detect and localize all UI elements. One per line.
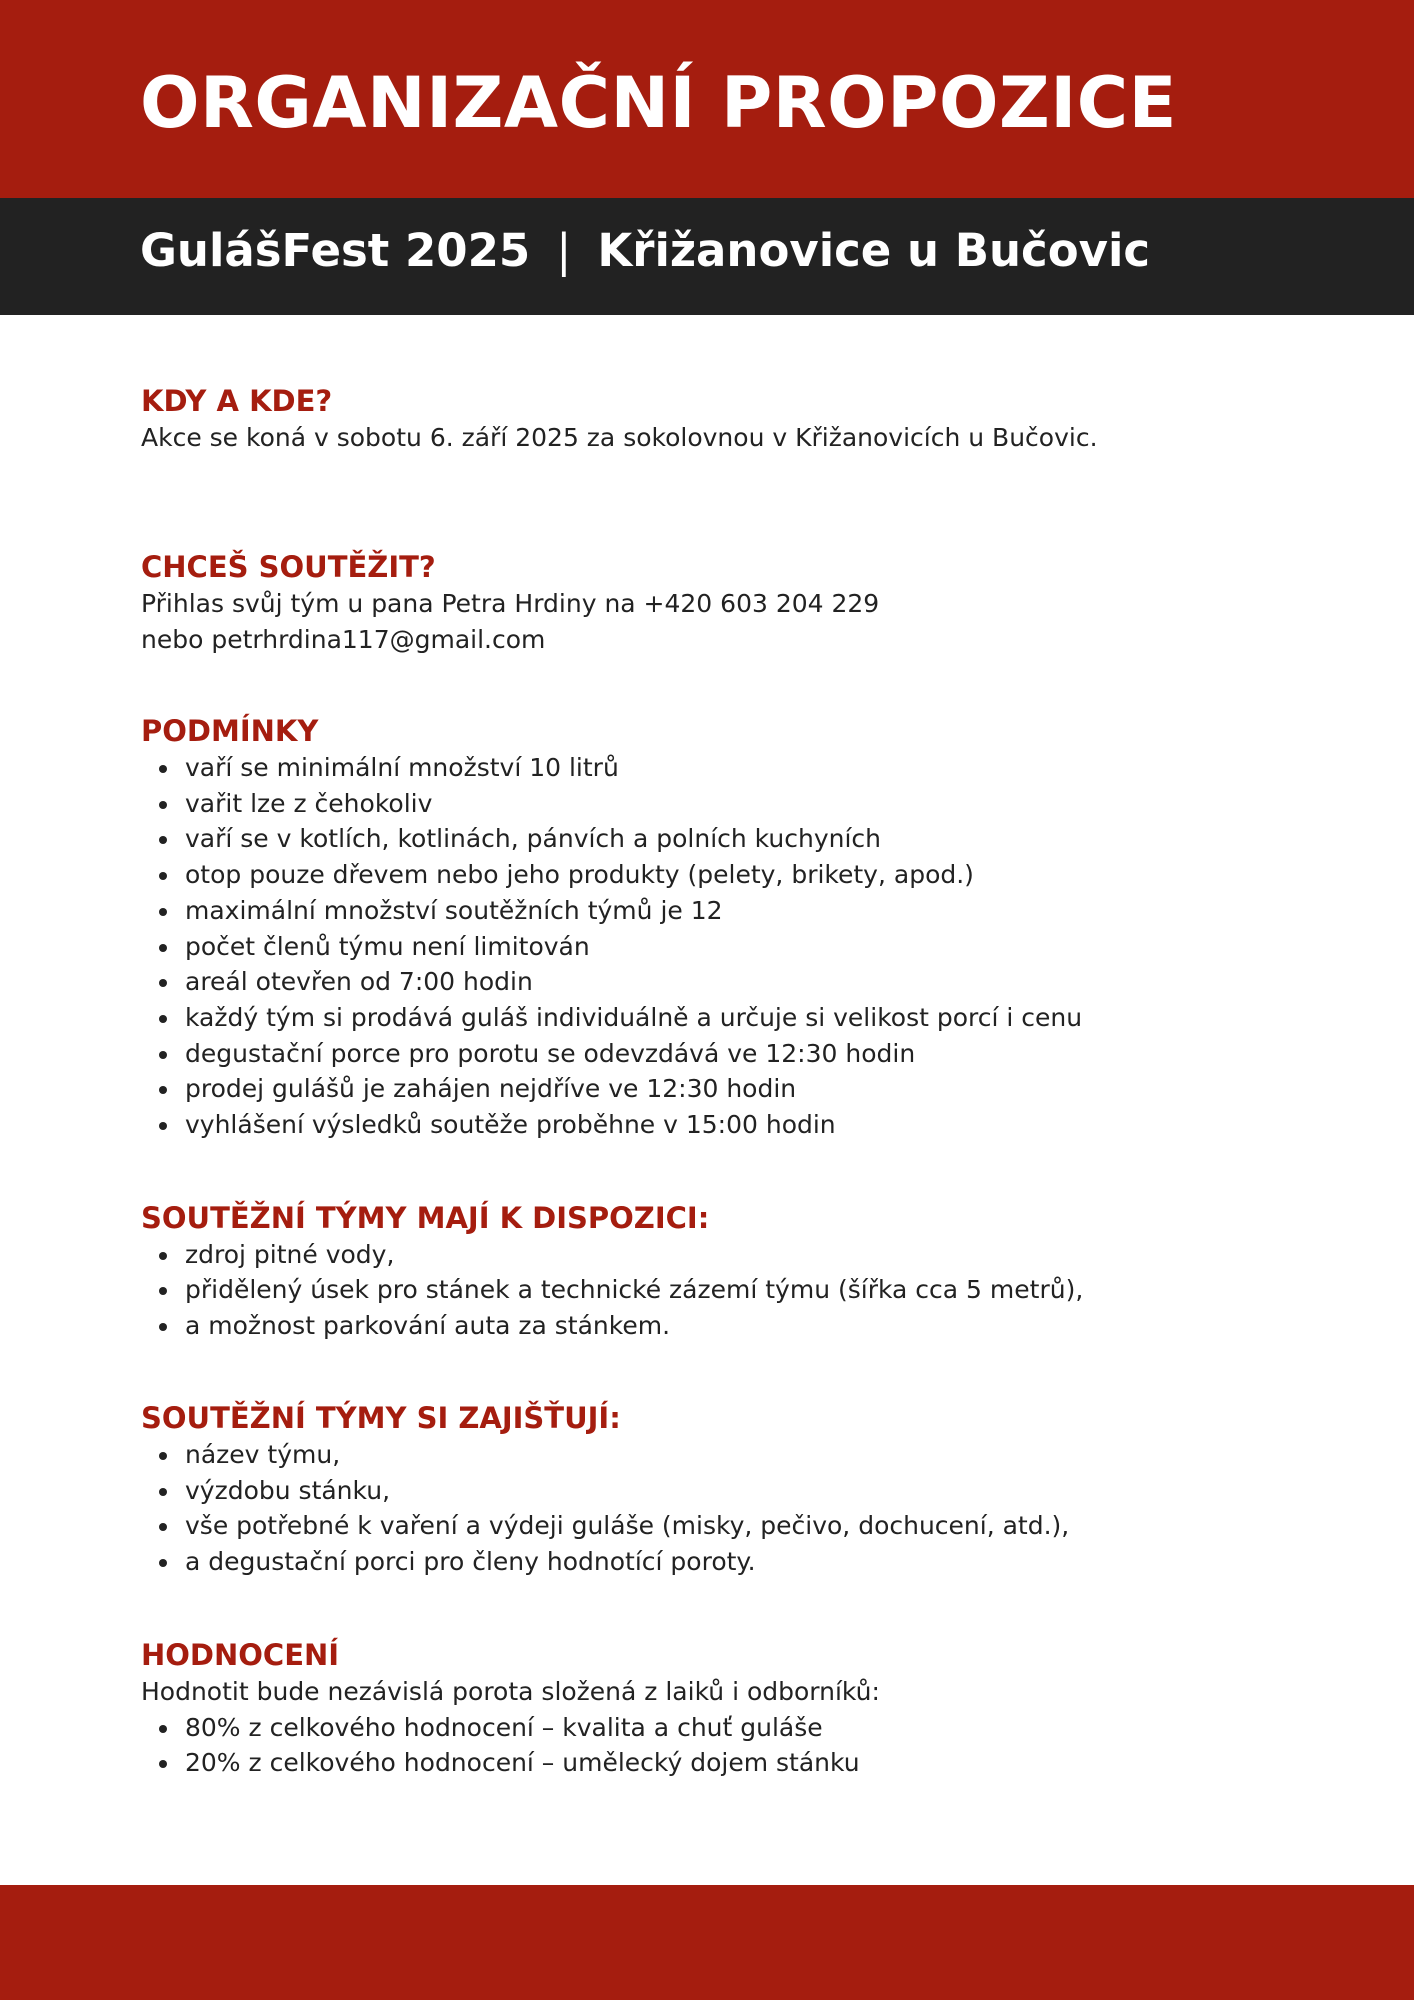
section-text: Hodnotit bude nezávislá porota složená z laiků i odborníků: xyxy=(141,1676,880,1706)
list-item: vařit lze z čehokoliv xyxy=(185,786,1281,822)
event-subtitle xyxy=(140,224,1150,277)
footer-band xyxy=(0,1885,1414,2000)
contact-line-phone: Přihlas svůj tým u pana Petra Hrdiny na +420 603 204 229 xyxy=(141,589,880,618)
section-heading: SOUTĚŽNÍ TÝMY MAJÍ K DISPOZICI: xyxy=(141,1200,710,1235)
list-item: maximální množství soutěžních týmů je 12 xyxy=(185,893,1281,929)
document-body xyxy=(141,382,1281,1781)
section-heading: PODMÍNKY xyxy=(141,714,319,748)
section-own xyxy=(141,1399,1281,1580)
page-title: ORGANIZAČNÍ PROPOZICE xyxy=(140,62,1177,144)
section-provided xyxy=(141,1199,1281,1344)
section-heading: HODNOCENÍ xyxy=(141,1637,340,1672)
list-item: přidělený úsek pro stánek a technické zázemí týmu (šířka cca 5 metrů), xyxy=(185,1272,1281,1308)
provided-list xyxy=(141,1237,1281,1344)
section-text: Akce se koná v sobotu 6. září 2025 za sokolovnou v Křižanovicích u Bučovic. xyxy=(141,423,1098,452)
section-compete xyxy=(141,548,1281,658)
rating-list xyxy=(141,1710,1281,1781)
header-title-band xyxy=(0,0,1414,198)
list-item: každý tým si prodává guláš individuálně a určuje si velikost porcí i cenu xyxy=(185,1000,1281,1036)
list-item: a degustační porci pro členy hodnotící poroty. xyxy=(185,1544,1281,1580)
contact-line-email: nebo petrhrdina117@gmail.com xyxy=(141,625,546,654)
list-item: a možnost parkování auta za stánkem. xyxy=(185,1308,1281,1344)
section-heading: CHCEŠ SOUTĚŽIT? xyxy=(141,550,436,584)
section-heading: SOUTĚŽNÍ TÝMY SI ZAJIŠŤUJÍ: xyxy=(141,1400,621,1435)
list-item: otop pouze dřevem nebo jeho produkty (pelety, brikety, apod.) xyxy=(185,857,1281,893)
list-item: degustační porce pro porotu se odevzdává ve 12:30 hodin xyxy=(185,1036,1281,1072)
event-location: Křižanovice u Bučovic xyxy=(597,224,1151,277)
event-name: GulášFest 2025 xyxy=(140,224,531,277)
list-item: 20% z celkového hodnocení – umělecký dojem stánku xyxy=(185,1745,1281,1781)
list-item: zdroj pitné vody, xyxy=(185,1237,1281,1273)
list-item: areál otevřen od 7:00 hodin xyxy=(185,964,1281,1000)
list-item: 80% z celkového hodnocení – kvalita a chuť guláše xyxy=(185,1710,1281,1746)
section-when-where xyxy=(141,382,1281,456)
list-item: vše potřebné k vaření a výdeji guláše (misky, pečivo, dochucení, atd.), xyxy=(185,1508,1281,1544)
section-conditions xyxy=(141,712,1281,1143)
own-list xyxy=(141,1437,1281,1580)
list-item: vaří se v kotlích, kotlinách, pánvích a polních kuchyních xyxy=(185,821,1281,857)
conditions-list xyxy=(141,750,1281,1143)
header-subtitle-band xyxy=(0,198,1414,315)
list-item: počet členů týmu není limitován xyxy=(185,929,1281,965)
subtitle-separator: | xyxy=(556,224,572,277)
section-rating xyxy=(141,1636,1281,1781)
list-item: název týmu, xyxy=(185,1437,1281,1473)
section-heading: KDY A KDE? xyxy=(141,384,333,418)
list-item: vaří se minimální množství 10 litrů xyxy=(185,750,1281,786)
list-item: prodej gulášů je zahájen nejdříve ve 12:30 hodin xyxy=(185,1071,1281,1107)
list-item: vyhlášení výsledků soutěže proběhne v 15:00 hodin xyxy=(185,1107,1281,1143)
list-item: výzdobu stánku, xyxy=(185,1473,1281,1509)
